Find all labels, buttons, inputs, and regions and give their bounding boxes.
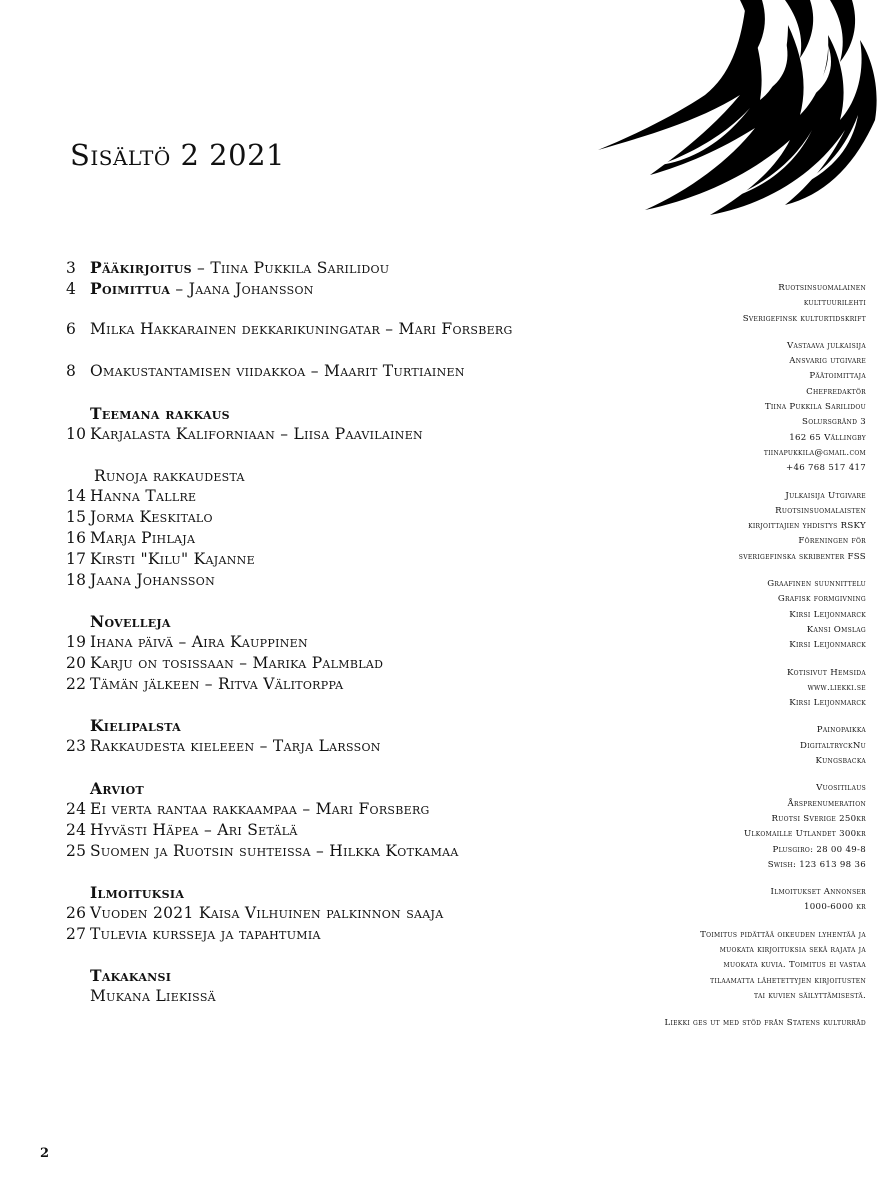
colophon-group [600,781,866,873]
toc-section-heading: Kielipalsta [90,716,181,735]
colophon-group [600,666,866,712]
colophon-line: Kungsbacka [815,756,866,767]
colophon-group [600,723,866,769]
toc-entry [66,508,213,526]
colophon-line: Graafinen suunnittelu [767,579,866,590]
toc-entry [66,529,195,547]
toc-entry-title: Vuoden 2021 Kaisa Vilhuinen palkinnon saaja [90,904,444,922]
toc-entry-title: Tulevia kursseja ja tapahtumia [90,925,321,943]
toc-page-number: 14 [66,487,87,505]
page-title: Sisältö 2 2021 [70,138,285,172]
colophon-line: Plusgiro: 28 00 49-8 [772,844,866,855]
colophon-group [600,489,866,565]
colophon-group [600,1016,866,1031]
toc-entry [66,362,465,380]
toc-page-number: 4 [66,280,77,298]
toc-entry [66,258,389,277]
toc-entry-title: Karju on tosissaan – Marika Palmblad [90,654,384,672]
colophon-line: tilaamatta lähetettyjen kirjoitusten [710,975,866,986]
colophon-line: Grafisk formgivning [777,594,866,605]
colophon-line: muokata kuvia. Toimitus ei vastaa [723,960,866,971]
toc-page-number: 6 [66,320,77,338]
toc-page-number: 8 [66,362,77,380]
toc-entry [66,571,215,589]
colophon-line: Toimitus pidättää oikeuden lyhentää ja [700,929,866,940]
toc-entry-title: Omakustantamisen viidakkoa – Maarit Turtiainen [90,362,465,380]
colophon-line: Föreningen för [798,536,866,547]
colophon-line: Vastaava julkaisija [787,340,866,351]
toc-section-heading: Arviot [90,779,145,798]
toc-entry [66,320,513,338]
colophon-line: Solursgränd 3 [802,417,866,428]
colophon-line: Ansvarig utgivare [789,356,866,367]
toc-page-number: 27 [66,925,87,943]
toc-entry-text: Mukana Liekissä [90,987,216,1005]
colophon-line: 162 65 Vällingby [789,432,866,443]
toc-entry [66,550,255,568]
toc-entry-title: Marja Pihlaja [90,529,196,547]
colophon-group [600,577,866,653]
toc-section-name: Poimittua [90,279,171,298]
colophon-line: +46 768 517 417 [785,463,866,474]
toc-entry [66,487,196,505]
toc-page-number: 20 [66,654,87,672]
colophon-line: Kansi Omslag [806,624,866,635]
toc-entry-title: Jorma Keskitalo [90,508,213,526]
colophon-line: Ruotsinsuomalaisten [775,505,866,516]
colophon-group [600,885,866,916]
toc-entry [66,279,314,298]
colophon-line: Painopaikka [816,725,866,736]
toc-entry-title: Milka Hakkarainen dekkarikuningatar – Mari Forsberg [90,320,513,338]
toc-entry-title: Hyvästi Häpea – Ari Setälä [90,821,298,839]
toc-page-number: 25 [66,842,87,860]
toc-page-number: 15 [66,508,87,526]
toc-section-heading: Novelleja [90,612,171,631]
toc-entry [66,675,343,693]
colophon-line: tai kuvien säilyttämisestä. [754,990,866,1001]
colophon-line: Årsprenumeration [787,798,866,809]
toc-page-number: 3 [66,259,77,277]
colophon-line: Chefredaktör [806,386,866,397]
toc-entry-title: Kirsti "Kilu" Kajanne [90,550,255,568]
toc-entry-title: Tämän jälkeen – Ritva Välitorppa [90,675,344,693]
toc-entry-title: Ihana päivä – Aira Kauppinen [90,633,308,651]
colophon-line: www.liekki.se [807,682,866,693]
toc-entry-title: Karjalasta Kaliforniaan – Liisa Paavilainen [90,425,423,443]
colophon-line: Kirsi Leijonmarck [789,640,866,651]
toc-entry [66,654,383,672]
colophon-group [600,281,866,327]
toc-entry-title: Suomen ja Ruotsin suhteissa – Hilkka Kotkamaa [90,842,459,860]
colophon-line: Kirsi Leijonmarck [789,609,866,620]
toc-entry-title: – Jaana Johansson [170,280,314,298]
toc-page-number: 18 [66,571,87,589]
flame-icon [590,0,885,225]
colophon-line: tiinapukkila@gmail.com [763,447,866,458]
page-number: 2 [40,1146,50,1161]
toc-subheading: Runoja rakkaudesta [94,467,245,485]
toc-page-number: 16 [66,529,87,547]
toc-page-number: 23 [66,737,87,755]
toc-entry [66,633,308,651]
colophon-line: Swish: 123 613 98 36 [767,859,866,870]
colophon-line: muokata kirjoituksia sekä rajata ja [719,944,866,955]
colophon-line: Kirsi Leijonmarck [789,698,866,709]
colophon-line: kulttuurilehti [803,298,866,309]
toc-page-number: 10 [66,425,87,443]
toc-entry [66,925,321,943]
colophon-line: sverigefinska skribenter FSS [738,551,866,562]
toc-entry-title: Hanna Tallre [90,487,197,505]
toc-section-heading: Teemana rakkaus [90,404,230,423]
toc-entry [66,842,459,860]
toc-entry-title: Rakkaudesta kieleeen – Tarja Larsson [90,737,381,755]
toc-page-number: 26 [66,904,87,922]
toc-page-number: 19 [66,633,87,651]
toc-page-number: 22 [66,675,87,693]
colophon-line: Ulkomaille Utlandet 300kr [743,829,866,840]
colophon-group [600,339,866,477]
toc-entry-title: Ei verta rantaa rakkaampaa – Mari Forsberg [90,800,430,818]
toc-entry [66,425,423,443]
toc-page-number: 17 [66,550,87,568]
colophon-group [600,928,866,1004]
colophon-line: 1000-6000 kr [804,902,866,913]
toc-page-number: 24 [66,821,87,839]
toc-entry-title: – Tiina Pukkila Sarilidou [191,259,390,277]
toc-page-number: 24 [66,800,87,818]
toc-entry [66,737,381,755]
colophon-line: Kotisivut Hemsida [786,667,866,678]
colophon-line: Liekki ges ut med stöd från Statens kulturråd [664,1018,866,1029]
colophon-line: kirjoittajien yhdistys RSKY [748,521,866,532]
colophon-line: DigitaltryckNu [800,740,866,751]
colophon-line: Tiina Pukkila Sarilidou [764,402,866,413]
colophon-line: Sverigefinsk kulturtidskrift [742,313,866,324]
colophon-line: Ruotsi Sverige 250kr [771,813,866,824]
colophon [600,281,866,1043]
colophon-line: Julkaisija Utgivare [785,490,866,501]
toc-entry [66,800,430,818]
colophon-line: Päätoimittaja [809,371,866,382]
colophon-line: Vuositilaus [816,783,866,794]
colophon-line: Ilmoitukset Annonser [770,887,866,898]
toc-section-heading: Ilmoituksia [90,883,185,902]
toc-entry [66,821,298,839]
toc-section-name: Pääkirjoitus [90,258,192,277]
toc-entry-title: Jaana Johansson [90,571,216,589]
colophon-line: Ruotsinsuomalainen [778,283,866,293]
toc-entry [66,904,444,922]
toc-section-heading: Takakansi [90,966,172,985]
